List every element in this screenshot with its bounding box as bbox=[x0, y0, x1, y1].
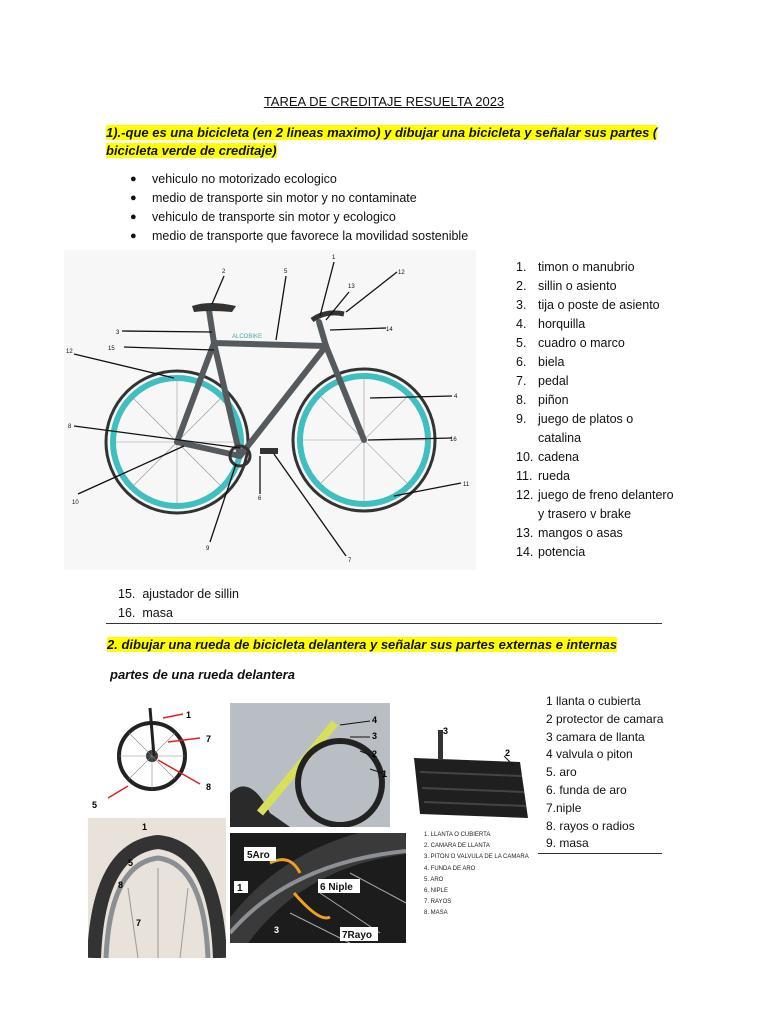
list-item: ● medio de transporte sin motor y no contaminate bbox=[130, 189, 468, 208]
list-item: 8. piñon bbox=[516, 393, 569, 407]
photo-label: 5 bbox=[128, 858, 134, 868]
section-subtitle: partes de una rueda delantera bbox=[110, 667, 295, 682]
list-item: 2. sillin o asiento bbox=[516, 279, 617, 293]
bicycle-diagram bbox=[64, 250, 476, 570]
divider bbox=[106, 623, 662, 624]
list-item: 16. masa bbox=[118, 606, 173, 620]
list-item: 11. rueda bbox=[516, 469, 570, 483]
photo-label: 2 bbox=[372, 749, 378, 759]
list-item: 1 llanta o cubierta bbox=[546, 694, 641, 708]
callout-label: 10 bbox=[72, 500, 79, 506]
page-title: TAREA DE CREDITAJE RESUELTA 2023 bbox=[263, 94, 505, 109]
callout-label: 14 bbox=[386, 327, 393, 333]
question-1 bbox=[106, 124, 666, 160]
list-item: ● vehiculo no motorizado ecologico bbox=[130, 170, 468, 189]
callout-label: 4 bbox=[454, 394, 458, 400]
photo-label: 3 bbox=[372, 731, 378, 741]
list-item: 13. mangos o asas bbox=[516, 526, 623, 540]
list-item: ● vehiculo de transporte sin motor y ecologico bbox=[130, 208, 468, 227]
definition-list bbox=[130, 170, 468, 246]
list-item: 1. LLANTA O CUBIERTA bbox=[424, 832, 491, 838]
photo-label: 1 bbox=[382, 769, 388, 779]
bike-parts-extra bbox=[118, 585, 239, 623]
printed-parts-list bbox=[424, 830, 529, 920]
list-item: 3. PITON O VALVULA DE LA CAMARA bbox=[424, 854, 529, 861]
photo-label: 7 bbox=[206, 734, 212, 744]
callout-label: 5 bbox=[284, 269, 288, 275]
list-item: 9. masa bbox=[546, 836, 589, 851]
callout-label: 16 bbox=[450, 437, 457, 443]
wheel-parts-list bbox=[546, 693, 663, 853]
list-item: 4 valvula o piton bbox=[546, 747, 633, 762]
list-item: 8. MASA bbox=[424, 910, 448, 917]
list-item: 12. juego de freno delantero y trasero v brake bbox=[516, 488, 674, 521]
photo-label: 8 bbox=[118, 880, 124, 890]
list-item: 3 camara de llanta bbox=[546, 729, 645, 744]
list-item: 10. cadena bbox=[516, 450, 580, 464]
question-1-text: 1).-que es una bicicleta (en 2 lineas maximo) y dibujar una bicicleta y señalar sus partes ( bicicleta verde de creditaje) bbox=[106, 125, 658, 158]
photo-label: 2 bbox=[505, 748, 511, 758]
question-2 bbox=[107, 636, 617, 654]
list-item: 6. funda de aro bbox=[546, 782, 627, 797]
callout-label: 1 bbox=[332, 255, 336, 261]
photo-label: 5Aro bbox=[247, 850, 270, 861]
list-item: ● medio de transporte que favorece la movilidad sostenible bbox=[130, 227, 468, 246]
question-2-text: 2. dibujar una rueda de bicicleta delantera y señalar sus partes externas e internas bbox=[107, 637, 618, 652]
photo-label: 1 bbox=[142, 822, 148, 832]
callout-label: 13 bbox=[348, 284, 355, 290]
list-item: 4. horquilla bbox=[516, 317, 586, 331]
photo-label: 7Rayo bbox=[342, 930, 373, 941]
callout-label: 12 bbox=[66, 349, 73, 355]
photo-label: 1 bbox=[186, 710, 192, 720]
list-item: 8. rayos o radios bbox=[546, 818, 635, 833]
photo-label: 4 bbox=[372, 715, 378, 725]
niple-closeup-photo bbox=[230, 833, 406, 943]
list-item: 6. NIPLE bbox=[424, 888, 449, 895]
divider bbox=[538, 853, 662, 854]
callout-label: 2 bbox=[222, 269, 226, 275]
photo-label: 1 bbox=[237, 883, 243, 894]
list-item: 1. timon o manubrio bbox=[516, 260, 635, 274]
callout-label: 3 bbox=[116, 330, 120, 336]
bike-brand: ALCOBIKE bbox=[232, 334, 263, 340]
list-item: 2 protector de camara bbox=[546, 711, 664, 726]
list-item: 7. pedal bbox=[516, 374, 569, 388]
list-item: 7. RAYOS bbox=[424, 899, 452, 906]
list-item: 15. ajustador de sillin bbox=[118, 587, 239, 601]
callout-label: 8 bbox=[68, 424, 72, 430]
list-item: 9. juego de platos o catalina bbox=[516, 412, 634, 445]
photo-label: 8 bbox=[206, 782, 212, 792]
callout-label: 9 bbox=[206, 546, 210, 552]
photo-label: 3 bbox=[443, 726, 449, 736]
callout-label: 11 bbox=[463, 482, 470, 488]
callout-label: 15 bbox=[108, 346, 115, 352]
list-item: 5. ARO bbox=[424, 876, 444, 883]
list-item: 7.niple bbox=[546, 800, 582, 815]
list-item: 4. FUNDA DE ARO bbox=[424, 865, 476, 872]
photo-label: 5 bbox=[92, 800, 98, 810]
list-item: 14. potencia bbox=[516, 545, 586, 559]
list-item: 5. aro bbox=[546, 765, 577, 780]
inner-tube-photo bbox=[410, 718, 534, 822]
callout-label: 12 bbox=[398, 270, 405, 276]
list-item: 2. CAMARA DE LLANTA bbox=[424, 843, 490, 850]
list-item: 5. cuadro o marco bbox=[516, 336, 625, 350]
callout-label: 6 bbox=[258, 496, 262, 502]
list-item: 6. biela bbox=[516, 355, 565, 369]
bicycle-illustration bbox=[64, 250, 476, 570]
photo-label: 7 bbox=[136, 918, 142, 928]
tire-lever-photo bbox=[230, 703, 390, 827]
list-item: 3. tija o poste de asiento bbox=[516, 298, 660, 312]
bike-parts-list bbox=[516, 258, 676, 562]
callout-label: 7 bbox=[348, 558, 352, 564]
photo-label: 6 Niple bbox=[320, 882, 353, 893]
photo-label: 3 bbox=[274, 925, 280, 935]
rim-photo bbox=[88, 818, 226, 958]
wheel-photo bbox=[88, 698, 226, 818]
